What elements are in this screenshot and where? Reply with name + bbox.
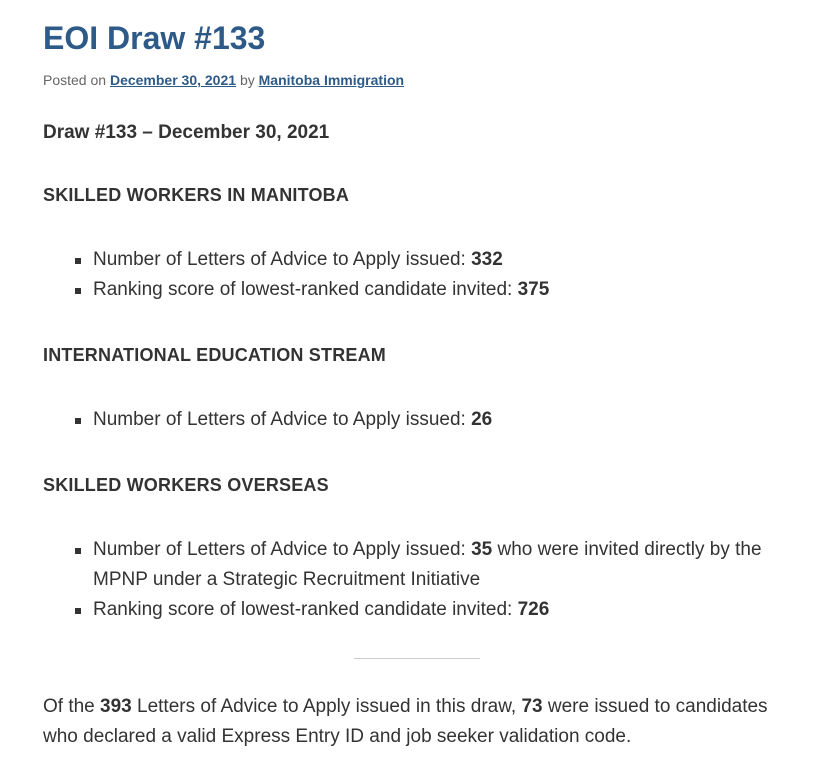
bullet-square-icon bbox=[75, 608, 81, 614]
bullet-list bbox=[43, 245, 803, 305]
list-item bbox=[93, 275, 803, 305]
item-value: 375 bbox=[517, 279, 550, 300]
summary-part2: Letters of Advice to Apply issued in this draw, bbox=[131, 696, 522, 717]
item-text: Number of Letters of Advice to Apply issued: bbox=[93, 409, 472, 430]
post-meta bbox=[43, 71, 803, 89]
item-value: 332 bbox=[471, 249, 503, 270]
summary-express-count: 73 bbox=[521, 696, 543, 717]
content-divider bbox=[354, 658, 480, 659]
item-tail: who were invited directly by the MPNP under a Strategic Recruitment Initiative bbox=[93, 539, 762, 590]
bullet-list bbox=[43, 405, 803, 435]
summary-part3: were issued to candidates who declared a valid Express Entry ID and job seeker validation code. bbox=[43, 696, 768, 747]
posted-on-label: Posted on bbox=[43, 72, 107, 88]
item-value: 35 bbox=[471, 539, 493, 560]
summary-part1: Of the bbox=[43, 696, 101, 717]
stream-heading-skilled-workers-overseas: SKILLED WORKERS OVERSEAS bbox=[43, 475, 329, 495]
draw-heading: Draw #133 – December 30, 2021 bbox=[43, 122, 330, 143]
bullet-square-icon bbox=[75, 548, 81, 554]
summary-total: 393 bbox=[100, 696, 132, 717]
bullet-square-icon bbox=[75, 418, 81, 424]
item-value: 726 bbox=[517, 599, 550, 620]
bullet-square-icon bbox=[75, 258, 81, 264]
post-date-link[interactable]: December 30, 2021 bbox=[109, 72, 237, 88]
list-item bbox=[93, 245, 803, 275]
item-value: 26 bbox=[471, 409, 493, 430]
list-item bbox=[93, 595, 803, 625]
post-title: EOI Draw #133 bbox=[43, 20, 266, 56]
item-text: Number of Letters of Advice to Apply issued: bbox=[93, 539, 472, 560]
item-text: Ranking score of lowest-ranked candidate invited: bbox=[93, 279, 518, 300]
by-label: by bbox=[239, 72, 255, 88]
item-text: Number of Letters of Advice to Apply issued: bbox=[93, 249, 472, 270]
bullet-list bbox=[43, 535, 803, 625]
author-link[interactable]: Manitoba Immigration bbox=[258, 72, 405, 88]
stream-heading-international-education: INTERNATIONAL EDUCATION STREAM bbox=[43, 345, 386, 365]
list-item bbox=[93, 405, 803, 435]
list-item bbox=[93, 535, 803, 595]
draw-summary bbox=[43, 692, 783, 752]
bullet-square-icon bbox=[75, 288, 81, 294]
stream-heading-skilled-workers-manitoba: SKILLED WORKERS IN MANITOBA bbox=[43, 185, 350, 205]
item-text: Ranking score of lowest-ranked candidate invited: bbox=[93, 599, 518, 620]
